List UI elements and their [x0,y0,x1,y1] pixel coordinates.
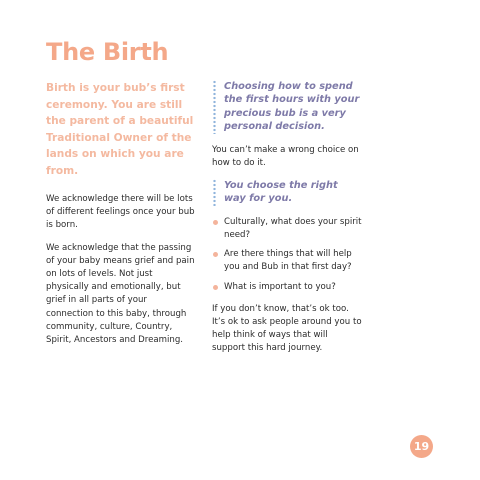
pull-quote-right-way [212,179,362,206]
pull-quote-text: Choosing how to spend the first hours with your precious bub is a very personal decision. [224,81,360,133]
page-title: The Birth [46,38,169,66]
question-list [212,216,362,294]
bullet-dot-icon [213,252,218,257]
pull-quote-choosing [212,80,362,134]
right-column [212,80,362,365]
paragraph-support: If you don’t know, that’s ok too. It’s ok to ask people around you to help think of ways that will support this hard journey. [212,303,362,354]
paragraph-no-wrong-choice: You can’t make a wrong choice on how to do it. [212,144,359,168]
list-item [212,248,362,274]
dotted-rule [213,80,216,134]
list-item [212,216,362,242]
pull-quote-text: You choose the right way for you. [224,180,338,205]
dotted-rule [213,179,216,206]
paragraph-feelings: We acknowledge there will be lots of different feelings once your bub is born. [46,194,195,231]
bullet-dot-icon [213,285,218,290]
list-item-text: What is important to you? [224,281,336,292]
intro-text: Birth is your bub’s first ceremony. You are still the parent of a beautiful Traditional Owner of the lands on which you are from. [46,82,194,177]
list-item [212,281,362,294]
list-item-text: Culturally, what does your spirit need? [224,216,362,241]
left-column [46,80,196,356]
list-item-text: Are there things that will help you and Bub in that first day? [224,249,352,273]
paragraph-grief: We acknowledge that the passing of your baby means grief and pain on lots of levels. Not just physically and emotionally, but grief in all parts of your connection to this baby, through community, culture, Country, Spirit, Ancestors and Dreaming. [46,242,195,346]
page-number-badge: 19 [410,435,433,458]
bullet-dot-icon [213,220,218,225]
